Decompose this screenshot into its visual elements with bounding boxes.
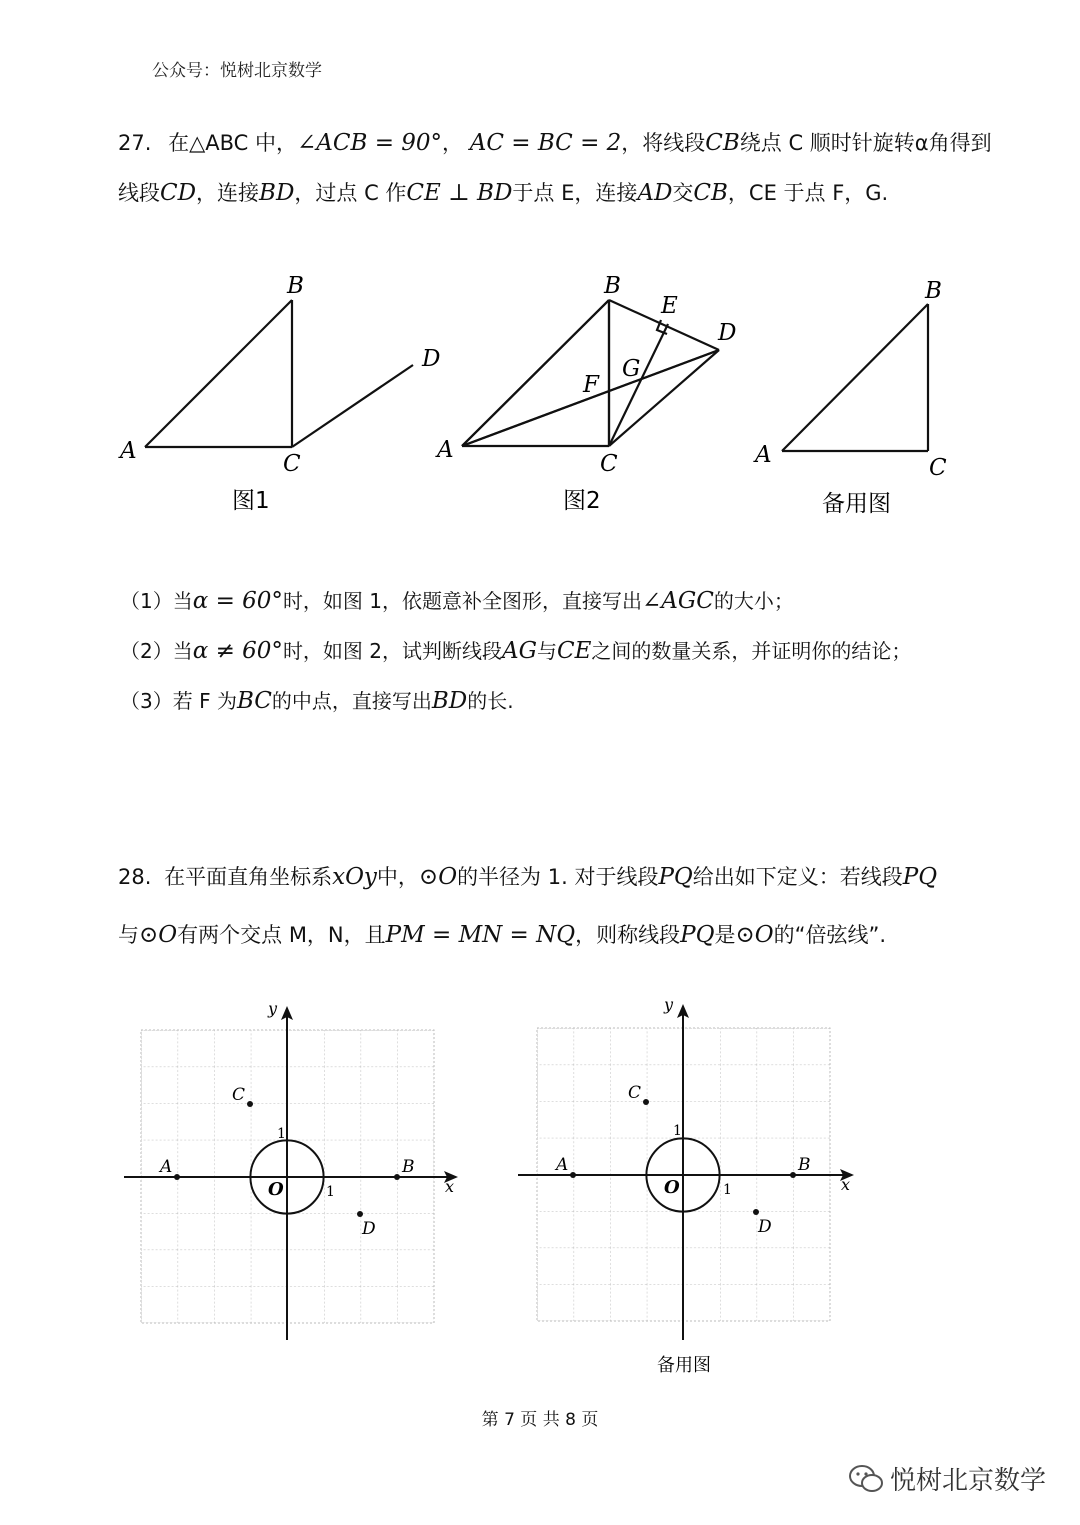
right-origin-label: O [664, 1177, 680, 1198]
q28-number: 28. [118, 865, 152, 889]
page-footer: 第 7 页 共 8 页 [481, 1410, 599, 1430]
right-point-A-label: A [556, 1155, 569, 1175]
spare-label-A: A [755, 442, 772, 468]
fig1-label-A: A [120, 438, 137, 464]
fig2-label-C: C [600, 451, 618, 477]
fig1-label-B: B [287, 273, 304, 299]
figure-1 [145, 300, 413, 447]
spare-label-B: B [925, 278, 942, 304]
left-point-B-label: B [402, 1157, 415, 1177]
left-axis-y-label: y [268, 999, 278, 1018]
fig2-label-F: F [583, 372, 599, 398]
left-point-D-label: D [362, 1219, 376, 1239]
fig1-label-C: C [283, 451, 301, 477]
fig2-label-E: E [661, 293, 678, 319]
watermark-text: 悦树北京数学 [889, 1466, 1046, 1496]
wechat-icon [848, 1464, 884, 1494]
fig2-caption: 图2 [563, 488, 601, 514]
fig2-label-G: G [622, 356, 641, 382]
q27-line-2: 线段CD，连接BD，过点 C 作CE ⊥ BD于点 E，连接AD交CB，CE 于点 F，G. [118, 180, 889, 206]
spare-figure [782, 304, 928, 451]
left-tick-y-1: 1 [277, 1126, 286, 1142]
left-origin-label: O [268, 1179, 284, 1200]
fig2-label-D: D [718, 320, 737, 346]
q27-figures [0, 260, 1080, 530]
fig1-label-D: D [422, 346, 441, 372]
q28-graphs [0, 990, 1080, 1390]
fig2-label-B: B [604, 273, 621, 299]
right-axis-x-label: x [841, 1175, 851, 1194]
right-point-D-label: D [758, 1217, 772, 1237]
left-point-A-label: A [160, 1157, 173, 1177]
spare-label-C: C [929, 455, 947, 481]
q27-line-1: 27. 在△ABC 中，∠ACB = 90°， AC = BC = 2，将线段CB绕点 C 顺时针旋转α角得到 [118, 130, 992, 156]
right-graph-caption: 备用图 [657, 1355, 711, 1376]
spare-caption: 备用图 [822, 491, 891, 517]
q27-number: 27. [118, 131, 152, 155]
right-point-C-label: C [628, 1083, 642, 1103]
fig2-label-A: A [437, 437, 454, 463]
fig1-caption: 图1 [232, 488, 270, 514]
left-tick-x-1: 1 [326, 1184, 335, 1200]
right-axis-y-label: y [664, 995, 674, 1014]
q27-part-2: （2）当α ≠ 60°时，如图 2，试判断线段AG与CE之间的数量关系，并证明你的结论； [120, 638, 912, 664]
q27-part-3: （3）若 F 为BC的中点，直接写出BD的长. [120, 688, 514, 714]
q28-line-2: 与⊙O有两个交点 M，N，且PM = MN = NQ，则称线段PQ是⊙O的“倍弦线”. [118, 922, 887, 948]
right-point-B-label: B [798, 1155, 811, 1175]
q28-line-1: 28. 在平面直角坐标系xOy中，⊙O的半径为 1. 对于线段PQ给出如下定义：若线段PQ [118, 864, 938, 890]
left-axis-x-label: x [445, 1177, 455, 1196]
q27-part-1: （1）当α = 60°时，如图 1，依题意补全图形，直接写出∠AGC的大小； [120, 588, 794, 614]
page-header: 公众号：悦树北京数学 [152, 61, 322, 81]
right-tick-y-1: 1 [673, 1123, 682, 1139]
left-point-C-label: C [232, 1085, 246, 1105]
watermark-badge [848, 1460, 1046, 1497]
right-tick-x-1: 1 [723, 1182, 732, 1198]
